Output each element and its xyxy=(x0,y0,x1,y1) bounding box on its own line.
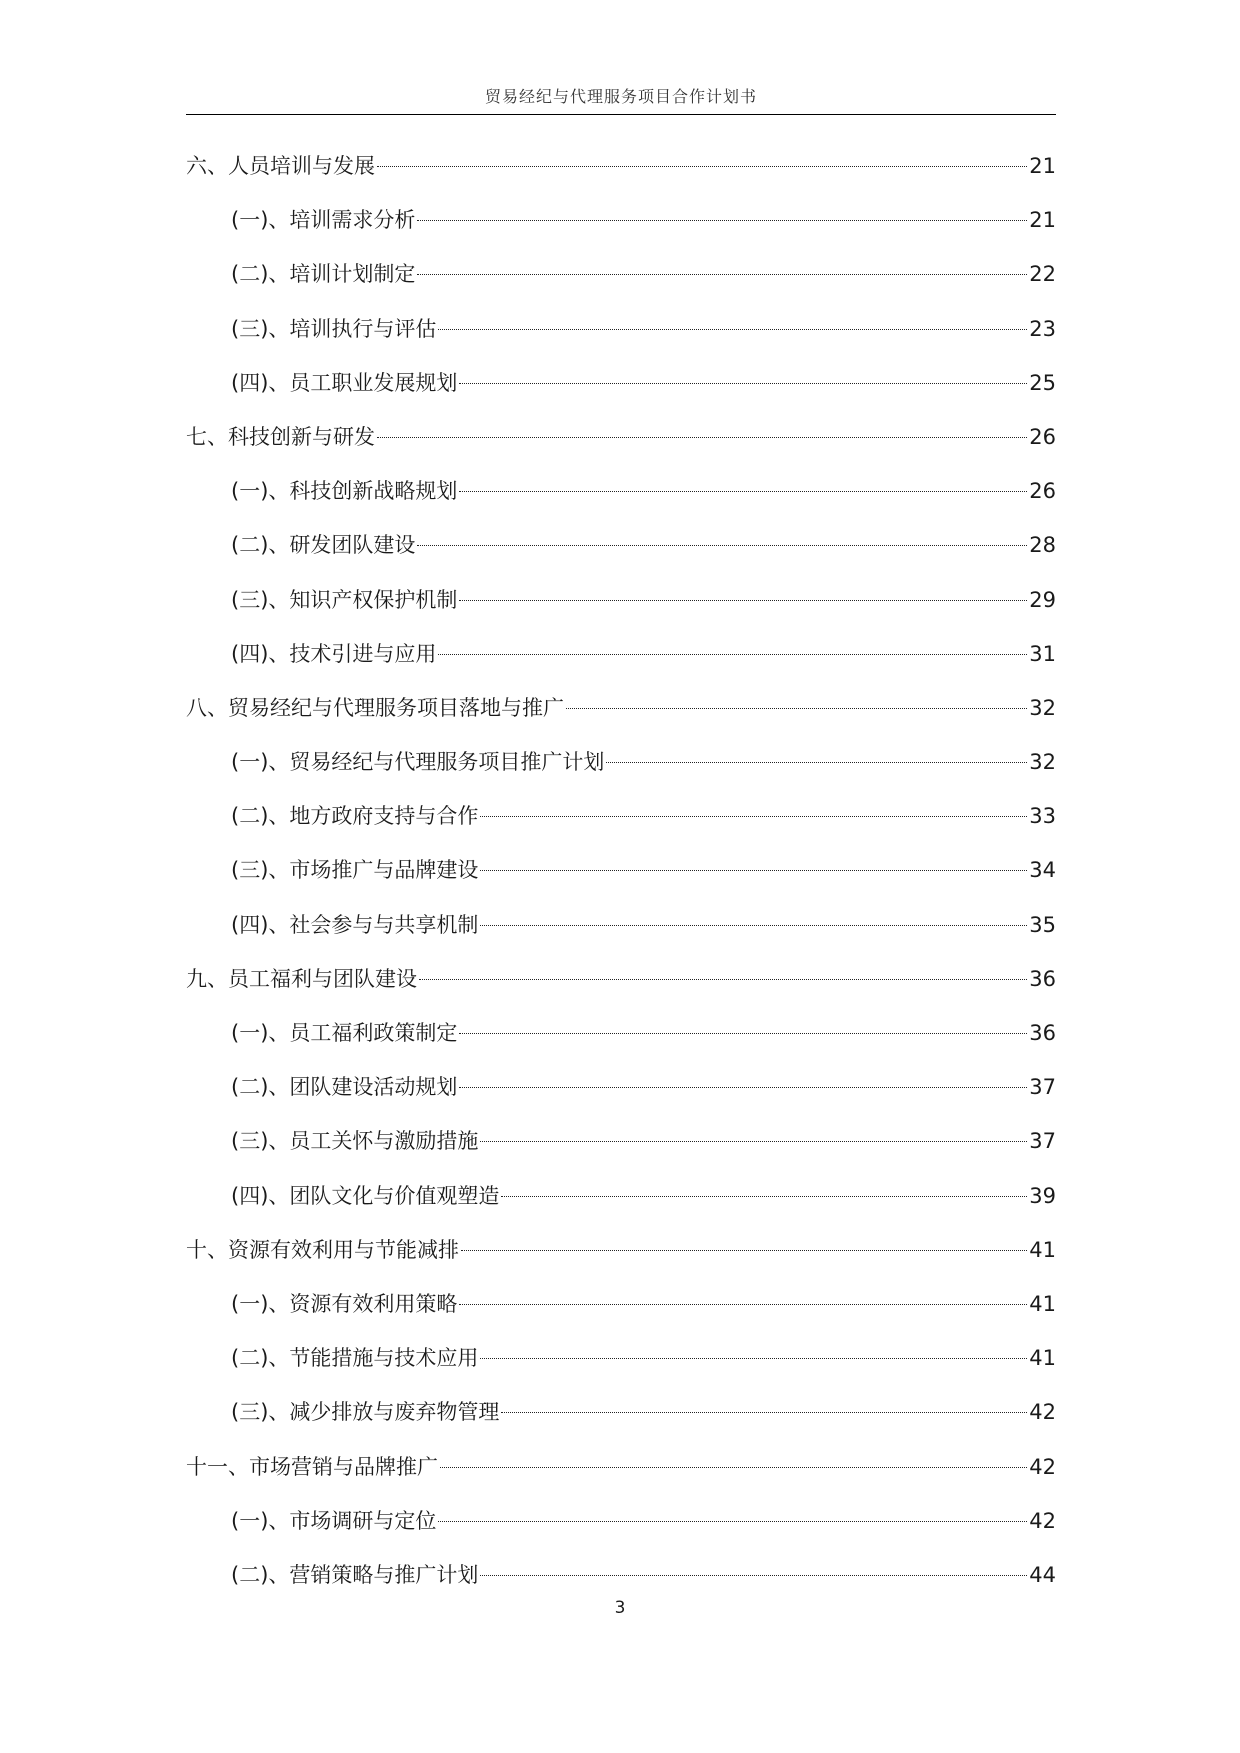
toc-dot-leader xyxy=(438,1521,1027,1522)
page-number: 3 xyxy=(614,1598,626,1618)
toc-dot-leader xyxy=(459,491,1027,492)
header-rule xyxy=(186,114,1056,115)
toc-section-entry[interactable] xyxy=(186,1169,1056,1223)
toc-entry-title: (四)、社会参与与共享机制 xyxy=(231,912,479,937)
toc-entry-page: 21 xyxy=(1029,208,1056,233)
toc-section-entry[interactable] xyxy=(186,627,1056,681)
toc-entry-title: (三)、减少排放与废弃物管理 xyxy=(231,1400,500,1425)
toc-chapter-entry[interactable] xyxy=(186,952,1056,1006)
toc-section-entry[interactable] xyxy=(186,1060,1056,1114)
toc-dot-leader xyxy=(377,437,1027,438)
toc-dot-leader xyxy=(480,816,1027,817)
toc-entry-page: 41 xyxy=(1029,1291,1056,1316)
toc-section-entry[interactable] xyxy=(186,1494,1056,1548)
toc-dot-leader xyxy=(440,1467,1027,1468)
toc-chapter-entry[interactable] xyxy=(186,410,1056,464)
toc-entry-title: (一)、培训需求分析 xyxy=(231,208,416,233)
toc-section-entry[interactable] xyxy=(186,464,1056,518)
toc-entry-page: 32 xyxy=(1029,695,1056,720)
toc-dot-leader xyxy=(606,762,1027,763)
toc-dot-leader xyxy=(480,1358,1027,1359)
toc-entry-page: 21 xyxy=(1029,154,1056,178)
toc-dot-leader xyxy=(480,1141,1027,1142)
toc-entry-title: (一)、科技创新战略规划 xyxy=(231,479,458,504)
toc-section-entry[interactable] xyxy=(186,789,1056,843)
toc-section-entry[interactable] xyxy=(186,247,1056,301)
toc-entry-page: 39 xyxy=(1029,1183,1056,1208)
toc-section-entry[interactable] xyxy=(186,518,1056,572)
toc-entry-page: 23 xyxy=(1029,316,1056,341)
toc-section-entry[interactable] xyxy=(186,302,1056,356)
toc-entry-title: 六、人员培训与发展 xyxy=(186,154,375,178)
toc-entry-title: (四)、员工职业发展规划 xyxy=(231,370,458,395)
toc-dot-leader xyxy=(459,600,1027,601)
toc-chapter-entry[interactable] xyxy=(186,139,1056,193)
toc-entry-title: (三)、培训执行与评估 xyxy=(231,316,437,341)
toc-section-entry[interactable] xyxy=(186,1548,1056,1602)
toc-entry-page: 36 xyxy=(1029,966,1056,991)
toc-section-entry[interactable] xyxy=(186,1114,1056,1168)
toc-entry-title: (二)、研发团队建设 xyxy=(231,533,416,558)
toc-entry-page: 41 xyxy=(1029,1237,1056,1262)
toc-entry-title: (二)、节能措施与技术应用 xyxy=(231,1346,479,1371)
toc-dot-leader xyxy=(566,708,1027,709)
toc-section-entry[interactable] xyxy=(186,735,1056,789)
toc-entry-page: 33 xyxy=(1029,804,1056,829)
toc-chapter-entry[interactable] xyxy=(186,681,1056,735)
toc-chapter-entry[interactable] xyxy=(186,1440,1056,1494)
toc-dot-leader xyxy=(461,1250,1027,1251)
toc-section-entry[interactable] xyxy=(186,193,1056,247)
toc-dot-leader xyxy=(417,545,1027,546)
toc-entry-page: 44 xyxy=(1029,1562,1056,1587)
toc-section-entry[interactable] xyxy=(186,843,1056,897)
toc-dot-leader xyxy=(480,1575,1027,1576)
toc-dot-leader xyxy=(377,166,1027,167)
toc-entry-title: (二)、营销策略与推广计划 xyxy=(231,1562,479,1587)
toc-entry-title: (四)、技术引进与应用 xyxy=(231,641,437,666)
toc-dot-leader xyxy=(459,1087,1027,1088)
toc-entry-page: 31 xyxy=(1029,641,1056,666)
toc-entry-page: 22 xyxy=(1029,262,1056,287)
toc-dot-leader xyxy=(459,383,1027,384)
toc-dot-leader xyxy=(501,1412,1027,1413)
toc-entry-title: (四)、团队文化与价值观塑造 xyxy=(231,1183,500,1208)
toc-entry-title: 十一、市场营销与品牌推广 xyxy=(186,1454,438,1479)
toc-entry-title: (二)、培训计划制定 xyxy=(231,262,416,287)
toc-entry-page: 42 xyxy=(1029,1454,1056,1479)
toc-entry-page: 37 xyxy=(1029,1075,1056,1100)
toc-section-entry[interactable] xyxy=(186,1006,1056,1060)
toc-dot-leader xyxy=(480,925,1027,926)
toc-entry-page: 36 xyxy=(1029,1021,1056,1045)
toc-entry-title: (三)、市场推广与品牌建设 xyxy=(231,858,479,883)
toc-entry-title: (二)、团队建设活动规划 xyxy=(231,1075,458,1100)
toc-entry-page: 26 xyxy=(1029,479,1056,504)
toc-section-entry[interactable] xyxy=(186,898,1056,952)
toc-dot-leader xyxy=(417,274,1027,275)
toc-entry-page: 26 xyxy=(1029,424,1056,449)
toc-entry-title: (一)、贸易经纪与代理服务项目推广计划 xyxy=(231,750,605,775)
toc-entry-page: 37 xyxy=(1029,1129,1056,1154)
toc-dot-leader xyxy=(417,220,1027,221)
toc-section-entry[interactable] xyxy=(186,1331,1056,1385)
toc-entry-title: (一)、资源有效利用策略 xyxy=(231,1291,458,1316)
toc-dot-leader xyxy=(438,329,1027,330)
toc-entry-page: 35 xyxy=(1029,912,1056,937)
toc-entry-title: (一)、员工福利政策制定 xyxy=(231,1021,458,1045)
toc-entry-title: (三)、员工关怀与激励措施 xyxy=(231,1129,479,1154)
toc-dot-leader xyxy=(480,870,1027,871)
toc-dot-leader xyxy=(501,1196,1027,1197)
table-of-contents xyxy=(186,139,1056,1602)
toc-entry-page: 34 xyxy=(1029,858,1056,883)
toc-entry-page: 42 xyxy=(1029,1400,1056,1425)
toc-entry-page: 32 xyxy=(1029,750,1056,775)
toc-entry-page: 25 xyxy=(1029,370,1056,395)
toc-section-entry[interactable] xyxy=(186,356,1056,410)
toc-dot-leader xyxy=(438,654,1027,655)
toc-dot-leader xyxy=(419,979,1027,980)
toc-entry-title: (二)、地方政府支持与合作 xyxy=(231,804,479,829)
toc-entry-title: (一)、市场调研与定位 xyxy=(231,1508,437,1533)
toc-entry-title: (三)、知识产权保护机制 xyxy=(231,587,458,612)
toc-chapter-entry[interactable] xyxy=(186,1223,1056,1277)
toc-entry-page: 42 xyxy=(1029,1508,1056,1533)
toc-dot-leader xyxy=(459,1033,1027,1034)
toc-entry-title: 十、资源有效利用与节能减排 xyxy=(186,1237,459,1262)
toc-entry-title: 八、贸易经纪与代理服务项目落地与推广 xyxy=(186,695,564,720)
toc-entry-page: 41 xyxy=(1029,1346,1056,1371)
toc-entry-page: 29 xyxy=(1029,587,1056,612)
toc-section-entry[interactable] xyxy=(186,1277,1056,1331)
toc-entry-title: 七、科技创新与研发 xyxy=(186,424,375,449)
running-header: 贸易经纪与代理服务项目合作计划书 xyxy=(484,87,757,106)
toc-section-entry[interactable] xyxy=(186,573,1056,627)
toc-dot-leader xyxy=(459,1304,1027,1305)
toc-entry-title: 九、员工福利与团队建设 xyxy=(186,966,417,991)
toc-section-entry[interactable] xyxy=(186,1385,1056,1439)
toc-entry-page: 28 xyxy=(1029,533,1056,558)
